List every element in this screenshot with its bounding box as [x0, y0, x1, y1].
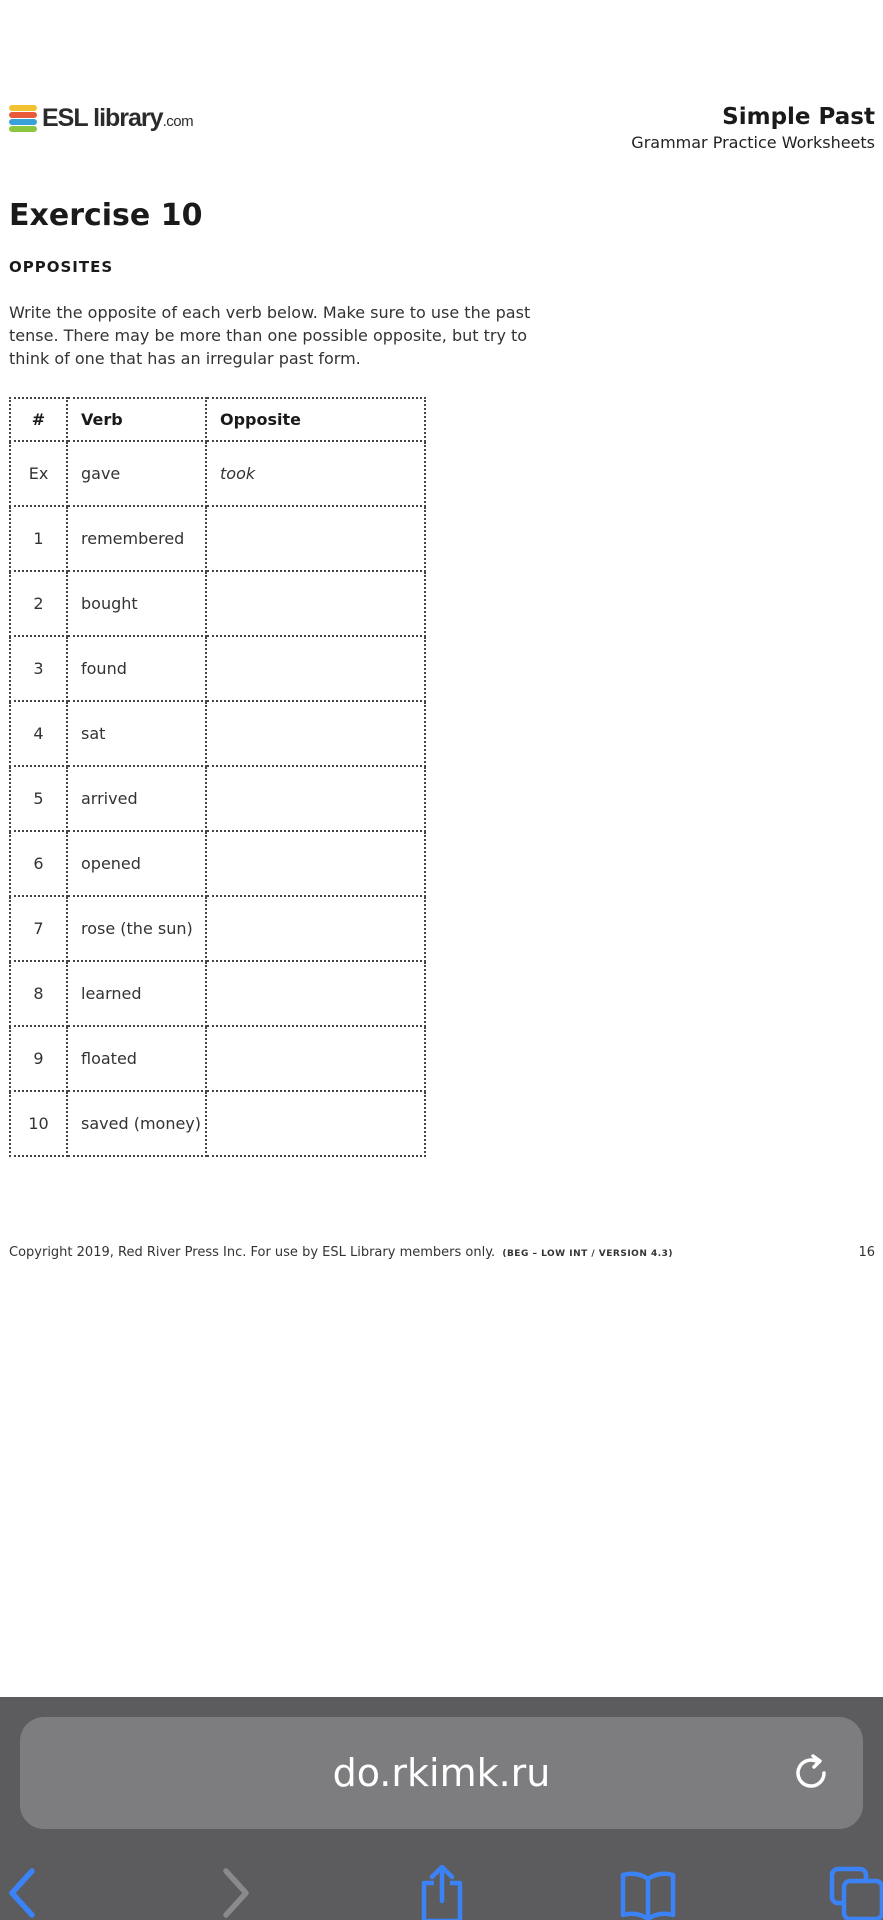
row-opposite — [206, 1026, 425, 1091]
table-header-row — [10, 398, 425, 441]
row-number: 10 — [10, 1091, 67, 1156]
table-row — [10, 1091, 425, 1156]
opposites-table — [9, 397, 426, 1157]
exercise-instructions: Write the opposite of each verb below. Make sure to use the past tense. There may be more than one possible opposite, but try to think of one that has an irregular past form. — [9, 303, 531, 368]
row-number: 9 — [10, 1026, 67, 1091]
row-opposite — [206, 896, 425, 961]
row-verb: found — [67, 636, 206, 701]
table-row — [10, 571, 425, 636]
row-opposite — [206, 571, 425, 636]
row-verb: learned — [67, 961, 206, 1026]
row-opposite — [206, 1091, 425, 1156]
row-verb: arrived — [67, 766, 206, 831]
table-row — [10, 1026, 425, 1091]
table-row — [10, 766, 425, 831]
table-row — [10, 831, 425, 896]
logo-wordmark: ESL library.com — [42, 103, 194, 132]
table-row — [10, 506, 425, 571]
row-opposite — [206, 636, 425, 701]
version-label: (BEG – LOW INT / VERSION 4.3) — [502, 1249, 674, 1259]
row-verb: bought — [67, 571, 206, 636]
row-number: 6 — [10, 831, 67, 896]
header-verb: Verb — [67, 398, 206, 441]
reload-icon[interactable] — [789, 1751, 833, 1795]
row-opposite: took — [206, 441, 425, 506]
table-row — [10, 961, 425, 1026]
row-number: 5 — [10, 766, 67, 831]
document-subtitle: Grammar Practice Worksheets — [631, 133, 875, 152]
share-icon[interactable] — [414, 1865, 470, 1920]
header-number: # — [10, 398, 67, 441]
bookmarks-icon[interactable] — [620, 1865, 676, 1920]
row-verb: opened — [67, 831, 206, 896]
row-verb: floated — [67, 1026, 206, 1091]
row-verb: gave — [67, 441, 206, 506]
row-number: 3 — [10, 636, 67, 701]
forward-icon[interactable] — [210, 1865, 266, 1920]
esl-library-logo — [9, 100, 193, 136]
row-opposite — [206, 961, 425, 1026]
row-opposite — [206, 506, 425, 571]
copyright-text: Copyright 2019, Red River Press Inc. For use by ESL Library members only. — [9, 1245, 496, 1260]
exercise-subtitle: OPPOSITES — [9, 258, 114, 276]
row-opposite — [206, 831, 425, 896]
row-number: 8 — [10, 961, 67, 1026]
row-number: 2 — [10, 571, 67, 636]
header-opposite: Opposite — [206, 398, 425, 441]
browser-toolbar — [0, 1857, 883, 1920]
table-row — [10, 636, 425, 701]
address-bar[interactable] — [20, 1717, 863, 1829]
back-icon[interactable] — [2, 1865, 58, 1920]
row-number: Ex — [10, 441, 67, 506]
row-opposite — [206, 701, 425, 766]
copyright-footer — [9, 1245, 673, 1260]
row-number: 7 — [10, 896, 67, 961]
row-number: 4 — [10, 701, 67, 766]
document-title: Simple Past — [722, 104, 875, 130]
table-row — [10, 441, 425, 506]
tabs-icon[interactable] — [828, 1865, 883, 1920]
table-row — [10, 896, 425, 961]
row-verb: saved (money) — [67, 1091, 206, 1156]
row-verb: remembered — [67, 506, 206, 571]
books-logo-icon — [9, 103, 37, 133]
row-opposite — [206, 766, 425, 831]
table-row — [10, 701, 425, 766]
url-text[interactable]: do.rkimk.ru — [332, 1751, 551, 1795]
row-number: 1 — [10, 506, 67, 571]
browser-bottom-bar — [0, 1697, 883, 1920]
row-verb: sat — [67, 701, 206, 766]
row-verb: rose (the sun) — [67, 896, 206, 961]
page-number: 16 — [858, 1245, 875, 1260]
exercise-title: Exercise 10 — [9, 198, 203, 233]
